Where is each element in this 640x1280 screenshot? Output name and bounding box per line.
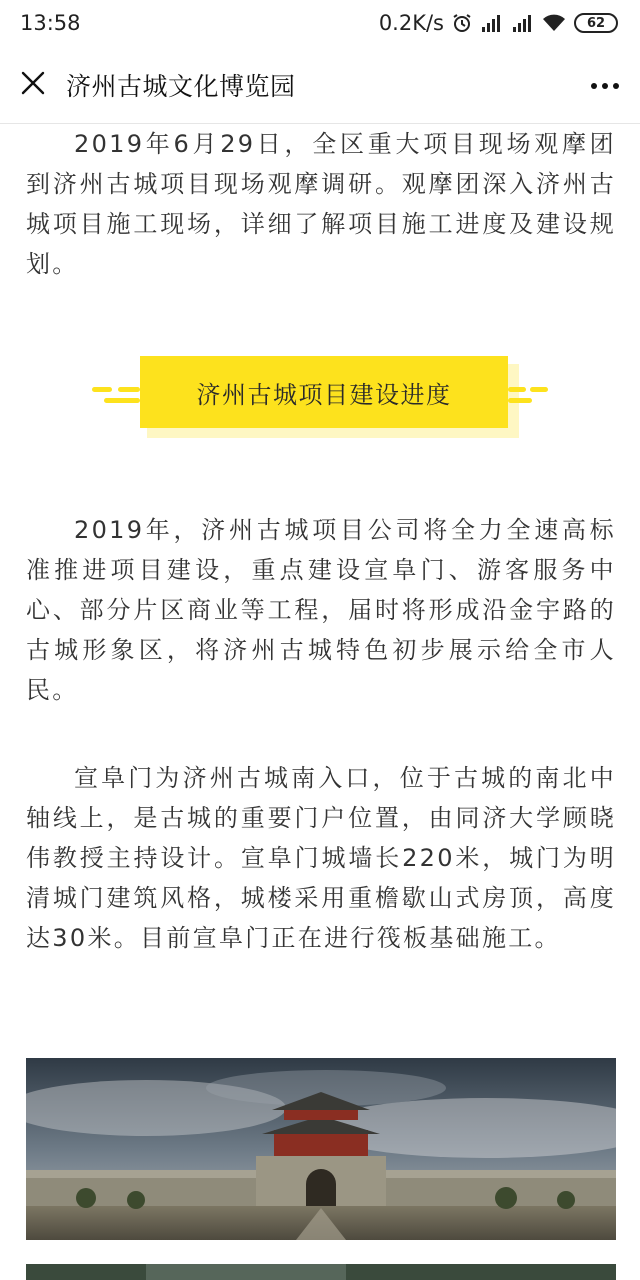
signal-icon [480,13,504,33]
next-photo[interactable] [26,1264,616,1280]
more-button[interactable] [570,46,640,124]
network-speed: 0.2K/s [378,11,444,35]
wifi-icon [542,13,566,33]
page-title: 济州古城文化博览园 [66,71,296,101]
article-content[interactable] [0,124,640,1280]
signal-icon [512,13,534,33]
battery-icon [574,13,618,33]
status-icons [379,11,618,35]
section-heading-text: 济州古城项目建设进度 [196,380,452,409]
close-icon [20,70,46,100]
status-bar [0,0,640,46]
article-paragraph: 宣阜门为济州古城南入口，位于古城的南北中轴线上，是古城的重要门户位置，由同济大学顾晓伟教授主持设计。宣阜门城墙长220米，城门为明清城门建筑风格，城楼采用重檐歇山式房顶，高度达30米。目前宣阜门正在进行筏板基础施工。 [26,764,616,952]
article-paragraph: 2019年6月29日，全区重大项目现场观摩团到济州古城项目现场观摩调研。观摩团深入济州古城项目施工现场，详细了解项目施工进度及建设规划。 [26,130,616,278]
gate-photo[interactable] [26,1058,616,1240]
article-paragraph: 2019年，济州古城项目公司将全力全速高标准推进项目建设，重点建设宣阜门、游客服务中心、部分片区商业等工程，届时将形成沿金宇路的古城形象区，将济州古城特色初步展示给全市人民。 [26,516,616,704]
battery-level: 62 [586,15,606,31]
close-button[interactable] [0,46,66,124]
more-icon [590,75,620,94]
heading-decoration [118,387,140,392]
section-heading [0,350,640,440]
status-time: 13:58 [20,11,81,35]
heading-decoration [508,387,526,392]
nav-bar [0,46,640,124]
heading-decoration [508,398,532,403]
alarm-icon [452,13,472,33]
heading-decoration [530,387,548,392]
heading-decoration [92,387,112,392]
heading-box [140,356,508,428]
heading-decoration [104,398,140,403]
